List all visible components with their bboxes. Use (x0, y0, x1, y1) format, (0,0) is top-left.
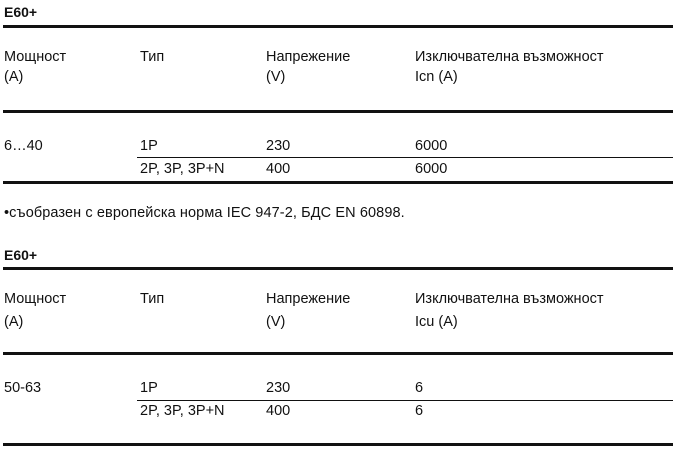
section-2-bottom-rule (3, 443, 673, 446)
section-1-header-voltage (266, 47, 350, 87)
header-type-label: Тип (140, 291, 165, 307)
section-1-top-rule (3, 25, 673, 28)
header-type-label: Тип (140, 49, 165, 65)
header-voltage-label: Напрежение (266, 291, 351, 307)
section-1-power-value: 6…40 (4, 138, 43, 154)
header-power-unit: (А) (4, 69, 24, 85)
section-1-row-1-voltage: 230 (266, 138, 291, 154)
section-1-header-rule (3, 110, 673, 113)
header-voltage-label: Напрежение (266, 49, 351, 65)
section-1-header-type (140, 47, 164, 67)
section-2-row-2-voltage: 400 (266, 403, 291, 419)
section-2-row-2-capacity: 6 (415, 403, 424, 419)
section-2-row-1-voltage: 230 (266, 380, 291, 396)
section-1-row-1-type: 1P (140, 138, 158, 154)
standard-compliance-note: •съобразен с европейска норма IEC 947-2, БДС EN 60898. (4, 205, 405, 221)
section-1-title: E60+ (4, 4, 38, 20)
section-1-row-2-voltage: 400 (266, 161, 291, 177)
section-2-header-type (140, 289, 164, 309)
section-2-power-value: 50-63 (4, 380, 42, 396)
section-2-header-voltage (266, 289, 350, 332)
header-power-unit: (А) (4, 314, 24, 330)
header-capacity-label: Изключвателна възможност (415, 291, 604, 307)
section-2-header-power (4, 289, 66, 332)
header-capacity-unit: Icn (A) (415, 69, 458, 85)
section-1-row-2-type: 2P, 3P, 3P+N (140, 161, 225, 177)
section-1-row-2-capacity: 6000 (415, 161, 448, 177)
header-power-label: Мощност (4, 291, 67, 307)
header-voltage-unit: (V) (266, 314, 286, 330)
section-2-row-1-type: 1P (140, 380, 158, 396)
section-1-header-power (4, 47, 66, 87)
section-1-row-1-capacity: 6000 (415, 138, 448, 154)
section-2-row-2-type: 2P, 3P, 3P+N (140, 403, 225, 419)
section-1-row-divider (137, 157, 673, 158)
header-power-label: Мощност (4, 49, 67, 65)
section-2-header-rule (3, 352, 673, 355)
header-voltage-unit: (V) (266, 69, 286, 85)
header-capacity-label: Изключвателна възможност (415, 49, 604, 65)
header-capacity-unit: Icu (A) (415, 314, 458, 330)
section-1-header-capacity (415, 47, 604, 87)
section-2-header-capacity (415, 289, 604, 332)
section-2-top-rule (3, 267, 673, 270)
section-2-title: E60+ (4, 247, 38, 263)
section-1-bottom-rule (3, 181, 673, 184)
section-2-row-1-capacity: 6 (415, 380, 424, 396)
